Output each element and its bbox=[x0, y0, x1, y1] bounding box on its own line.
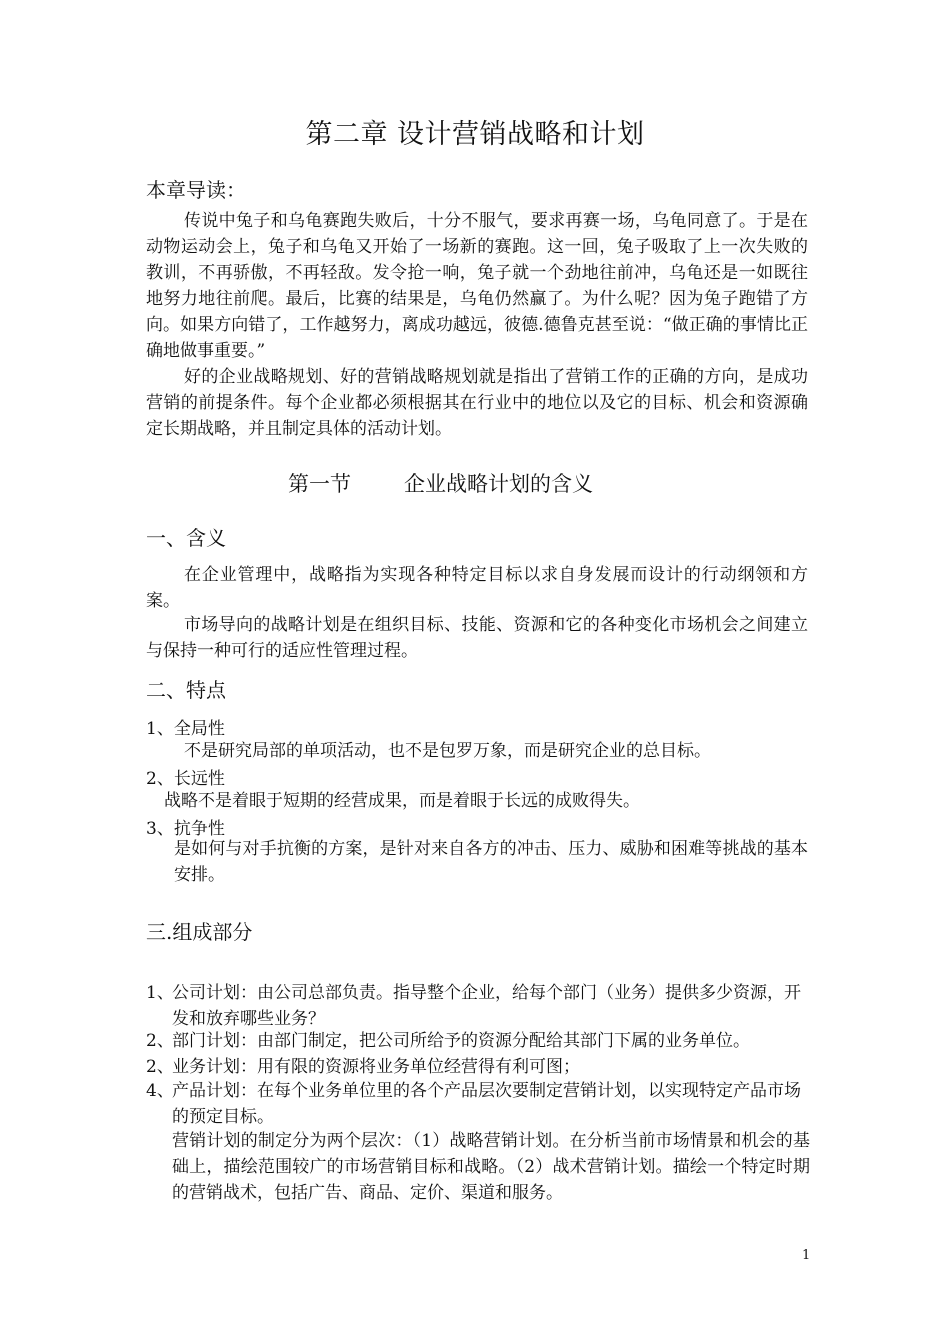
section-title: 企业战略计划的含义 bbox=[404, 472, 593, 496]
feature-label-1: 1、全局性 bbox=[146, 719, 225, 739]
feature-desc-1: 不是研究局部的单项活动，也不是包罗万象，而是研究企业的总目标。 bbox=[184, 741, 711, 761]
component-item-3-text: 业务计划：用有限的资源将业务单位经营得有利可图； bbox=[172, 1057, 580, 1077]
intro-paragraph-2-text: 好的企业战略规划、好的营销战略规划就是指出了营销工作的正确的方向，是成功营销的前提条件。每个企业都必须根据其在行业中的地位以及它的目标、机会和资源确定长期战略，并且制定具体的活动计划。 bbox=[146, 367, 808, 439]
intro-heading: 本章导读： bbox=[146, 178, 246, 202]
feature-label-2: 2、长远性 bbox=[146, 769, 225, 789]
component-item-2-label: 2、 bbox=[146, 1031, 174, 1051]
component-item-4-text: 产品计划：在每个业务单位里的各个产品层次要制定营销计划，以实现特定产品市场的预定目标。 bbox=[172, 1081, 801, 1127]
component-item-4-label: 4、 bbox=[146, 1081, 174, 1101]
meaning-paragraph-1-text: 在企业管理中，战略指为实现各种特定目标以求自身发展而设计的行动纲领和方案。 bbox=[146, 565, 808, 611]
component-item-1-label: 1、 bbox=[146, 983, 174, 1003]
component-item-4 bbox=[146, 1078, 811, 1130]
component-item-1 bbox=[146, 980, 811, 1032]
component-item-1-text: 公司计划：由公司总部负责。指导整个企业，给每个部门（业务）提供多少资源，开发和放弃哪些业务？ bbox=[172, 983, 801, 1029]
components-note: 营销计划的制定分为两个层次：（1）战略营销计划。在分析当前市场情景和机会的基础上，描绘范围较广的市场营销目标和战略。（2）战术营销计划。描绘一个特定时期的营销战术，包括广告、商品、定价、渠道和服务。 bbox=[172, 1131, 810, 1203]
meaning-heading: 一、含义 bbox=[146, 526, 226, 550]
feature-desc-2: 战略不是着眼于短期的经营成果，而是着眼于长远的成败得失。 bbox=[164, 791, 640, 811]
component-item-2-text: 部门计划：由部门制定，把公司所给予的资源分配给其部门下属的业务单位。 bbox=[172, 1031, 750, 1051]
intro-paragraph-1-text: 传说中兔子和乌龟赛跑失败后，十分不服气，要求再赛一场，乌龟同意了。于是在动物运动会上，兔子和乌龟又开始了一场新的赛跑。这一回，兔子吸取了上一次失败的教训，不再骄傲，不再轻敌。发令抢一响，兔子就一个劲地往前冲，乌龟还是一如既往地努力地往前爬。最后，比赛的结果是，乌龟仍然赢了。为什么呢？因为兔子跑错了方向。如果方向错了，工作越努力，离成功越远，彼德.德鲁克甚至说：“做正确的事情比正确地做事重要。” bbox=[146, 211, 808, 361]
features-heading: 二、特点 bbox=[146, 678, 226, 702]
component-item-2 bbox=[146, 1028, 811, 1054]
meaning-paragraph-2-text: 市场导向的战略计划是在组织目标、技能、资源和它的各种变化市场机会之间建立与保持一种可行的适应性管理过程。 bbox=[146, 615, 808, 661]
feature-label-3: 3、抗争性 bbox=[146, 819, 225, 839]
page-number: 1 bbox=[802, 1248, 811, 1263]
components-heading: 三.组成部分 bbox=[146, 920, 253, 944]
section-number: 第一节 bbox=[288, 472, 351, 496]
meaning-paragraph-2 bbox=[146, 612, 808, 664]
component-item-3 bbox=[146, 1054, 811, 1080]
chapter-title: 第二章 设计营销战略和计划 bbox=[305, 119, 645, 150]
component-item-3-label: 2、 bbox=[146, 1057, 174, 1077]
intro-paragraph-1 bbox=[146, 208, 808, 364]
meaning-paragraph-1 bbox=[146, 562, 808, 614]
feature-desc-3: 是如何与对手抗衡的方案，是针对来自各方的冲击、压力、威胁和困难等挑战的基本安排。 bbox=[174, 839, 808, 885]
intro-paragraph-2 bbox=[146, 364, 808, 442]
